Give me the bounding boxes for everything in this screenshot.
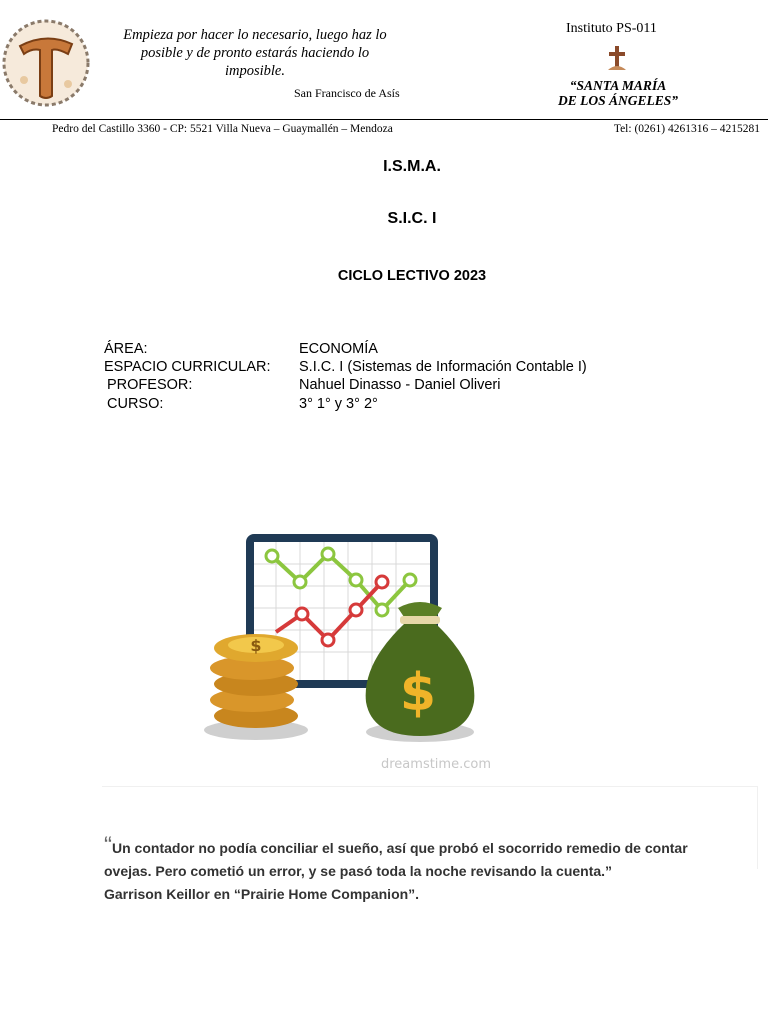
quote-open-mark: “ xyxy=(104,832,112,859)
teacher-value: Nahuel Dinasso - Daniel Oliveri xyxy=(299,377,501,393)
coin-stack-icon xyxy=(204,634,308,740)
quote-text: Un contador no podía conciliar el sueño, así que probó el socorrido remedio de contar ovejas. Pero cometió un error, y se pasó toda la noche revisando la cuenta.” xyxy=(104,840,688,879)
phone: Tel: (0261) 4261316 – 4215281 xyxy=(613,123,760,135)
watermark-text: dreamstime.com xyxy=(381,757,491,772)
svg-text:$: $ xyxy=(250,636,262,655)
school-name xyxy=(548,78,688,108)
quote-attribution: Garrison Keillor en “Prairie Home Companion”. xyxy=(104,886,420,902)
quote-block xyxy=(104,834,704,906)
svg-text:$: $ xyxy=(399,663,437,723)
motto-quote: Empieza por hacer lo necesario, luego haz lo posible y de pronto estarás haciendo lo imposible. xyxy=(123,27,387,79)
motto-author: San Francisco de Asís xyxy=(294,86,400,100)
institute-name: Instituto PS-011 xyxy=(566,21,657,36)
header-divider xyxy=(0,119,768,120)
institute-emblem-icon xyxy=(600,40,634,74)
title-cycle: CICLO LECTIVO 2023 xyxy=(337,268,487,284)
course-label: CURSO: xyxy=(107,396,164,412)
school-name-line2: DE LOS ÁNGELES” xyxy=(557,93,679,108)
address: Pedro del Castillo 3360 - CP: 5521 Villa Nueva – Guaymallén – Mendoza xyxy=(52,123,393,135)
school-name-line1: “SANTA MARÍA xyxy=(569,78,667,93)
title-institution: I.S.M.A. xyxy=(383,158,441,175)
area-label: ÁREA: xyxy=(104,341,148,357)
teacher-label: PROFESOR: xyxy=(107,377,193,393)
school-logo xyxy=(2,14,90,112)
space-label: ESPACIO CURRICULAR: xyxy=(104,359,271,375)
title-subject: S.I.C. I xyxy=(387,210,437,227)
finance-illustration xyxy=(196,524,506,774)
area-value: ECONOMÍA xyxy=(299,341,378,357)
space-value: S.I.C. I (Sistemas de Información Contable I) xyxy=(299,359,587,375)
course-value: 3° 1° y 3° 2° xyxy=(299,396,378,412)
